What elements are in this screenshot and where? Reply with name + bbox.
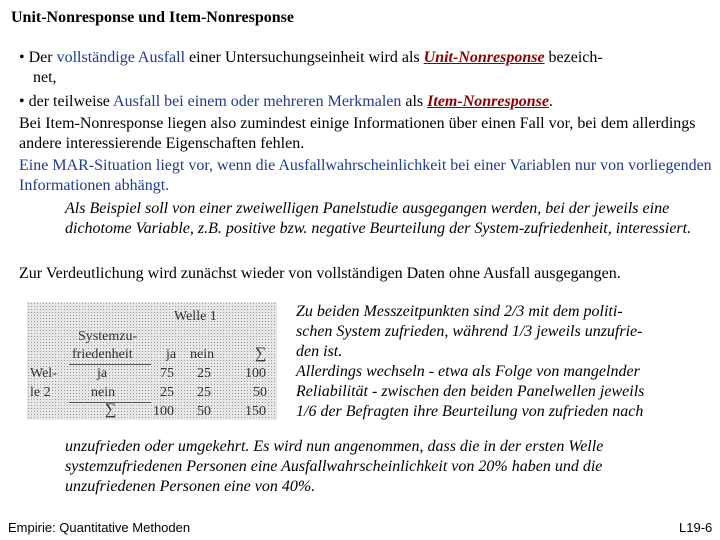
side-line: 1/6 der Befragten ihre Beurteilung von zufrieden nach [296,403,644,420]
term-item-nonresponse: Item-Nonresponse [427,93,549,110]
term-unit-nonresponse: Unit-Nonresponse [423,49,545,66]
table-cell: 50 [253,385,267,400]
bullet-text-mid: einer Untersuchungseinheit wird als [185,49,424,66]
table-cell: 100 [153,404,174,419]
table-rowvar-label: Systemzu- [78,329,138,344]
bullet-marker: • [19,49,25,66]
bullet-highlight: vollständige Ausfall [56,49,186,66]
table-header-welle1: Welle 1 [174,309,217,324]
paragraph-conclusion: Zur Verdeutlichung wird zunächst wieder von vollständigen Daten ohne Ausfall ausgegangen. [19,265,621,282]
bullet-text-pre: Der [28,49,57,66]
table-rowvar-label-2: friedenheit [72,347,133,362]
table-row-label: ∑ [105,401,117,418]
table-cell: 150 [245,404,266,419]
bottom-text [65,437,715,497]
paragraph-mar: Eine MAR-Situation liegt vor, wenn die Ausfallwahrscheinlichkeit bei einer Variablen nur von vorliegenden Informationen abhängt. [19,157,712,194]
bottom-line: unzufriedenen Personen eine von 40%. [65,478,316,495]
side-line: schen System zufrieden, während 1/3 jeweils unzufrie- [296,323,643,340]
table-row-label: nein [91,385,116,400]
bullet-text-post: bezeich- [544,49,603,66]
side-line: Allerdings wechseln - etwa als Folge von mangelnder [296,363,640,380]
table-col-sum: ∑ [255,345,267,362]
table-cell: 25 [197,385,211,400]
bullet-text-post: . [548,93,553,110]
divider [69,364,151,365]
slide-title: Unit-Nonresponse und Item-Nonresponse [11,9,294,26]
table-row-label: ja [97,366,108,381]
table-welle2-label-2: le 2 [30,385,51,400]
table-col-ja: ja [166,347,177,362]
bullet-text-mid: als [401,93,428,110]
paragraph-item-nonresponse: Bei Item-Nonresponse liegen also zumindest einige Informationen über einen Fall vor, bei dem allerdings andere interessierende Eigenschaften fehlen. [19,115,696,152]
table-cell: 100 [245,366,266,381]
bottom-line: unzufrieden oder umgekehrt. Es wird nun angenommen, dass die in der ersten Welle [65,438,604,455]
bottom-line: systemzufriedenen Personen eine Ausfallwahrscheinlichkeit von 20% haben und die [65,458,603,475]
bullet-unit-nonresponse [19,48,709,88]
table-cell: 25 [160,385,174,400]
bullet-text-pre: der teilweise [28,93,114,110]
side-line: Reliabilität - zwischen den beiden Panelwellen jeweils [296,383,645,400]
footer-course: Empirie: Quantitative Methoden [8,520,191,535]
bullet-item-nonresponse [19,92,709,112]
bullet-text-continuation: net, [33,69,57,86]
table-cell: 50 [197,404,211,419]
table-cell: 25 [197,366,211,381]
side-line: den ist. [296,343,343,360]
side-line: Zu beiden Messzeitpunkten sind 2/3 mit dem politi- [296,303,623,320]
bullet-marker: • [19,93,25,110]
footer-page-number: L19-6 [679,520,713,535]
table-col-nein: nein [190,347,215,362]
paragraph-example: Als Beispiel soll von einer zweiwelligen Panelstudie ausgegangen werden, bei der jeweils eine dichotome Variable, z.B. positive bzw. negative Beurteilung der System-zufriedenheit, interessiert. [65,200,692,237]
bullet-highlight: Ausfall bei einem oder mehreren Merkmalen [113,93,402,110]
crosstab-table [27,302,277,420]
side-text [296,302,716,422]
table-welle2-label: Wel- [30,366,57,381]
table-cell: 75 [160,366,174,381]
